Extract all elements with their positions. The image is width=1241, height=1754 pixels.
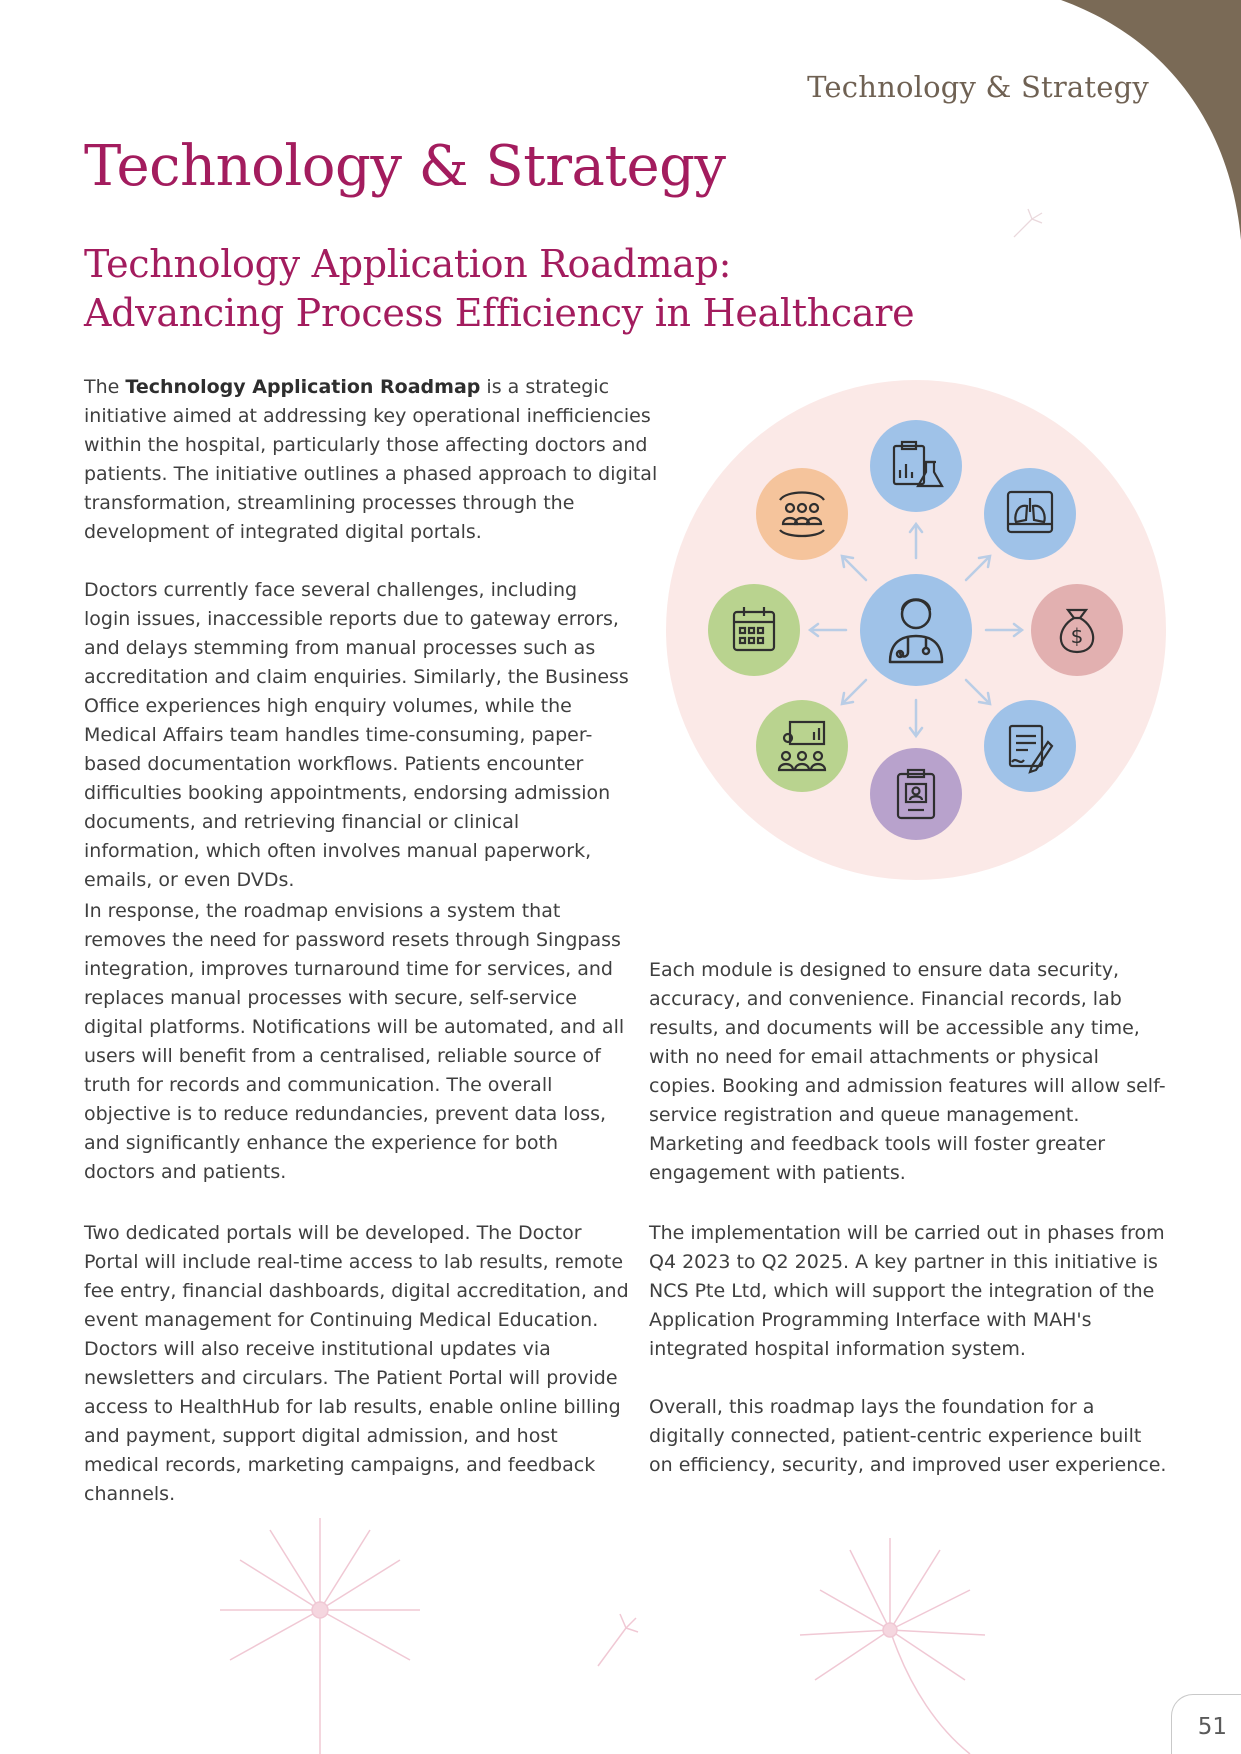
implementation-paragraph: The implementation will be carried out in phases from Q4 2023 to Q2 2025. A key partner in this initiative is NCS Pte Ltd, which will support the integration of the Application Programming Interface with MAH's integrated hospital information system. <box>649 1222 1165 1360</box>
intro-bold-term: Technology Application Roadmap <box>125 376 481 398</box>
dandelion-left-decoration <box>200 1500 440 1754</box>
seed-decoration <box>590 1610 640 1670</box>
intro-paragraph <box>84 373 664 547</box>
conclusion-paragraph: Overall, this roadmap lays the foundation for a digitally connected, patient-centric experience built on efficiency, security, and improved user experience. <box>649 1396 1167 1476</box>
lab-report-icon <box>870 420 962 512</box>
roadmap-diagram <box>664 378 1168 882</box>
doctor-icon <box>860 574 972 686</box>
id-badge-icon <box>870 748 962 840</box>
response-paragraph: In response, the roadmap envisions a system that removes the need for password resets through Singpass integration, improves turnaround time for services, and replaces manual processes with secure, self-service digital platforms. Notifications will be automated, and all users will benefit from a centralised, reliable source of truth for records and communication. The overall objective is to reduce redundancies, prevent data loss, and significantly enhance the experience for both doctors and patients. <box>84 900 625 1183</box>
corner-decoration <box>1001 0 1241 240</box>
dandelion-right-decoration <box>790 1530 1000 1754</box>
portals-paragraph: Two dedicated portals will be developed. The Doctor Portal will include real-time access to lab results, remote fee entry, financial dashboards, digital accreditation, and event management for Continuing Medical Education. Doctors will also receive institutional updates via newsletters and circulars. The Patient Portal will provide access to HealthHub for lab results, enable online billing and payment, support digital admission, and host medical records, marketing campaigns, and feedback channels. <box>84 1222 629 1505</box>
running-header: Technology & Strategy <box>807 70 1149 104</box>
subtitle-line-1: Technology Application Roadmap: <box>84 242 732 286</box>
seed-top-decoration <box>1010 205 1046 241</box>
signed-document-icon <box>984 700 1076 792</box>
challenges-paragraph: Doctors currently face several challenges, including login issues, inaccessible reports due to gateway errors, and delays stemming from manual processes such as accreditation and claim enquiries. Similarly, the Business Office experiences high enquiry volumes, while the Medical Affairs team handles time-consuming, paper-based documentation workflows. Patients encounter difficulties booking appointments, endorsing admission documents, and retrieving financial or clinical information, which often involves manual paperwork, emails, or even DVDs. <box>84 579 629 891</box>
modules-paragraph: Each module is designed to ensure data security, accuracy, and convenience. Financial records, lab results, and documents will be accessible any time, with no need for email attachments or physical copies. Booking and admission features will allow self-service registration and queue management. Marketing and feedback tools will foster greater engagement with patients. <box>649 959 1166 1184</box>
intro-text-start: The <box>84 376 126 398</box>
lungs-scan-icon <box>984 468 1076 560</box>
intro-text-end: is a strategic initiative aimed at addressing key operational inefficiencies within the hospital, particularly those affecting doctors and patients. The initiative outlines a phased approach to digital transformation, streamlining processes through the development of integrated digital portals. <box>84 376 658 543</box>
page-number: 51 <box>1197 1714 1227 1740</box>
team-cycle-icon <box>756 468 848 560</box>
calendar-icon <box>708 584 800 676</box>
presentation-group-icon <box>756 700 848 792</box>
money-bag-icon <box>1031 584 1123 676</box>
page-title: Technology & Strategy <box>84 134 726 199</box>
svg-text:$: $ <box>1070 624 1084 648</box>
subtitle-line-2: Advancing Process Efficiency in Healthcare <box>84 291 915 335</box>
section-subtitle <box>84 240 914 338</box>
